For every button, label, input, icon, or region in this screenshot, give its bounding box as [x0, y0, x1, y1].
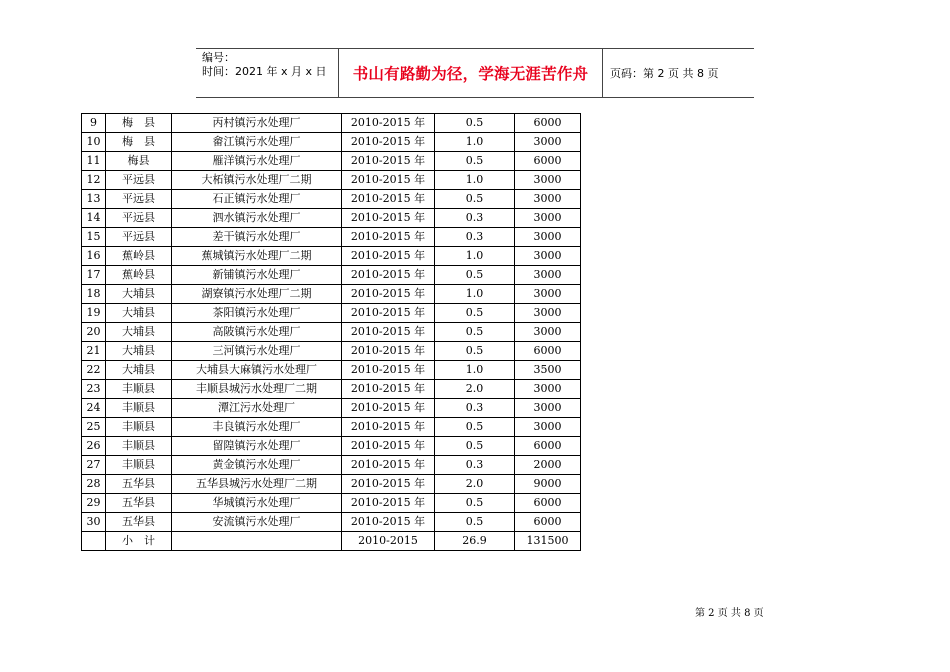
county-cell: 平远县: [106, 228, 172, 247]
period-cell: 2010-2015 年: [342, 190, 435, 209]
row-number: 30: [82, 513, 106, 532]
capacity-cell: 0.5: [435, 266, 515, 285]
row-number: 29: [82, 494, 106, 513]
row-number: 10: [82, 133, 106, 152]
row-number: 14: [82, 209, 106, 228]
project-name-cell: 安流镇污水处理厂: [172, 513, 342, 532]
county-cell: 大埔县: [106, 285, 172, 304]
project-name-cell: 湖寮镇污水处理厂二期: [172, 285, 342, 304]
investment-cell: 6000: [515, 513, 581, 532]
project-name-cell: 石正镇污水处理厂: [172, 190, 342, 209]
project-name-cell: 华城镇污水处理厂: [172, 494, 342, 513]
project-name-cell: 黄金镇污水处理厂: [172, 456, 342, 475]
county-cell: 丰顺县: [106, 418, 172, 437]
period-cell: 2010-2015 年: [342, 380, 435, 399]
project-name-cell: 丰良镇污水处理厂: [172, 418, 342, 437]
table-row: [82, 190, 581, 209]
county-cell: 丰顺县: [106, 437, 172, 456]
row-number: 18: [82, 285, 106, 304]
county-cell: 五华县: [106, 494, 172, 513]
investment-cell: 3500: [515, 361, 581, 380]
table-row: [82, 494, 581, 513]
investment-cell: 6000: [515, 494, 581, 513]
period-cell: 2010-2015 年: [342, 494, 435, 513]
project-name-cell: 三河镇污水处理厂: [172, 342, 342, 361]
table-row: [82, 247, 581, 266]
row-number: 19: [82, 304, 106, 323]
project-name-cell: 泗水镇污水处理厂: [172, 209, 342, 228]
code-label: 编号：: [202, 51, 235, 64]
investment-cell: 9000: [515, 475, 581, 494]
total-empty-cell: [172, 532, 342, 551]
capacity-cell: 0.3: [435, 399, 515, 418]
table-row: [82, 418, 581, 437]
capacity-cell: 0.5: [435, 418, 515, 437]
investment-cell: 3000: [515, 247, 581, 266]
county-cell: 平远县: [106, 190, 172, 209]
capacity-cell: 0.3: [435, 228, 515, 247]
period-cell: 2010-2015 年: [342, 513, 435, 532]
row-number: 16: [82, 247, 106, 266]
total-empty-cell: [82, 532, 106, 551]
project-name-cell: 丰顺县城污水处理厂二期: [172, 380, 342, 399]
capacity-cell: 0.5: [435, 494, 515, 513]
county-cell: 梅 县: [106, 133, 172, 152]
investment-cell: 3000: [515, 418, 581, 437]
period-cell: 2010-2015 年: [342, 228, 435, 247]
total-row: [82, 532, 581, 551]
county-cell: 大埔县: [106, 323, 172, 342]
table-row: [82, 304, 581, 323]
investment-cell: 6000: [515, 342, 581, 361]
header-motto: 书山有路勤为径，学海无涯苦作舟: [352, 65, 589, 83]
project-name-cell: 潭江污水处理厂: [172, 399, 342, 418]
period-cell: 2010-2015 年: [342, 475, 435, 494]
period-cell: 2010-2015 年: [342, 114, 435, 133]
capacity-cell: 0.5: [435, 114, 515, 133]
county-cell: 平远县: [106, 171, 172, 190]
investment-cell: 3000: [515, 171, 581, 190]
table-row: [82, 266, 581, 285]
project-name-cell: 高陂镇污水处理厂: [172, 323, 342, 342]
capacity-cell: 0.5: [435, 342, 515, 361]
county-cell: 蕉岭县: [106, 247, 172, 266]
capacity-cell: 0.5: [435, 152, 515, 171]
project-name-cell: 差干镇污水处理厂: [172, 228, 342, 247]
row-number: 28: [82, 475, 106, 494]
capacity-cell: 1.0: [435, 133, 515, 152]
period-cell: 2010-2015 年: [342, 209, 435, 228]
period-cell: 2010-2015 年: [342, 133, 435, 152]
total-label-cell: 小 计: [106, 532, 172, 551]
row-number: 26: [82, 437, 106, 456]
county-cell: 平远县: [106, 209, 172, 228]
investment-cell: 3000: [515, 304, 581, 323]
project-name-cell: 丙村镇污水处理厂: [172, 114, 342, 133]
capacity-cell: 0.5: [435, 190, 515, 209]
project-name-cell: 雁洋镇污水处理厂: [172, 152, 342, 171]
header-meta: [202, 51, 327, 79]
period-cell: 2010-2015 年: [342, 304, 435, 323]
table-row: [82, 456, 581, 475]
period-cell: 2010-2015 年: [342, 342, 435, 361]
capacity-cell: 0.3: [435, 456, 515, 475]
project-name-cell: 留隍镇污水处理厂: [172, 437, 342, 456]
period-cell: 2010-2015 年: [342, 171, 435, 190]
period-cell: 2010-2015 年: [342, 152, 435, 171]
capacity-cell: 0.3: [435, 209, 515, 228]
total-investment-cell: 131500: [515, 532, 581, 551]
table-row: [82, 361, 581, 380]
table-row: [82, 475, 581, 494]
date-label: 时间：2021 年 x 月 x 日: [202, 65, 327, 78]
project-name-cell: 茶阳镇污水处理厂: [172, 304, 342, 323]
capacity-cell: 0.5: [435, 513, 515, 532]
capacity-cell: 1.0: [435, 247, 515, 266]
row-number: 11: [82, 152, 106, 171]
capacity-cell: 0.5: [435, 437, 515, 456]
capacity-cell: 1.0: [435, 285, 515, 304]
project-name-cell: 大柘镇污水处理厂二期: [172, 171, 342, 190]
table-row: [82, 171, 581, 190]
table-row: [82, 209, 581, 228]
row-number: 9: [82, 114, 106, 133]
capacity-cell: 1.0: [435, 171, 515, 190]
capacity-cell: 0.5: [435, 323, 515, 342]
investment-cell: 6000: [515, 152, 581, 171]
table-row: [82, 285, 581, 304]
row-number: 25: [82, 418, 106, 437]
period-cell: 2010-2015 年: [342, 323, 435, 342]
table-row: [82, 437, 581, 456]
total-period-cell: 2010-2015: [342, 532, 435, 551]
project-name-cell: 新铺镇污水处理厂: [172, 266, 342, 285]
row-number: 15: [82, 228, 106, 247]
period-cell: 2010-2015 年: [342, 247, 435, 266]
capacity-cell: 2.0: [435, 475, 515, 494]
project-name-cell: 蕉城镇污水处理厂二期: [172, 247, 342, 266]
county-cell: 大埔县: [106, 342, 172, 361]
investment-cell: 3000: [515, 323, 581, 342]
investment-cell: 3000: [515, 399, 581, 418]
header-divider: [602, 49, 603, 97]
county-cell: 丰顺县: [106, 456, 172, 475]
header-page-number: 页码：第 2 页 共 8 页: [610, 67, 719, 80]
row-number: 12: [82, 171, 106, 190]
row-number: 20: [82, 323, 106, 342]
investment-cell: 3000: [515, 133, 581, 152]
county-cell: 梅县: [106, 152, 172, 171]
period-cell: 2010-2015 年: [342, 456, 435, 475]
period-cell: 2010-2015 年: [342, 418, 435, 437]
row-number: 17: [82, 266, 106, 285]
period-cell: 2010-2015 年: [342, 266, 435, 285]
capacity-cell: 2.0: [435, 380, 515, 399]
capacity-cell: 0.5: [435, 304, 515, 323]
investment-cell: 3000: [515, 266, 581, 285]
county-cell: 梅 县: [106, 114, 172, 133]
county-cell: 大埔县: [106, 361, 172, 380]
table-row: [82, 323, 581, 342]
investment-cell: 6000: [515, 114, 581, 133]
county-cell: 蕉岭县: [106, 266, 172, 285]
row-number: 24: [82, 399, 106, 418]
county-cell: 丰顺县: [106, 399, 172, 418]
county-cell: 五华县: [106, 475, 172, 494]
project-name-cell: 畲江镇污水处理厂: [172, 133, 342, 152]
row-number: 27: [82, 456, 106, 475]
investment-cell: 3000: [515, 228, 581, 247]
row-number: 22: [82, 361, 106, 380]
table-row: [82, 152, 581, 171]
table-row: [82, 342, 581, 361]
page-footer: 第 2 页 共 8 页: [695, 608, 764, 619]
project-name-cell: 五华县城污水处理厂二期: [172, 475, 342, 494]
period-cell: 2010-2015 年: [342, 399, 435, 418]
investment-cell: 3000: [515, 209, 581, 228]
table-row: [82, 114, 581, 133]
county-cell: 丰顺县: [106, 380, 172, 399]
table-row: [82, 513, 581, 532]
table-row: [82, 228, 581, 247]
page-header: [196, 48, 754, 98]
row-number: 23: [82, 380, 106, 399]
project-name-cell: 大埔县大麻镇污水处理厂: [172, 361, 342, 380]
county-cell: 大埔县: [106, 304, 172, 323]
investment-cell: 3000: [515, 285, 581, 304]
table-row: [82, 399, 581, 418]
county-cell: 五华县: [106, 513, 172, 532]
table-row: [82, 380, 581, 399]
investment-cell: 6000: [515, 437, 581, 456]
project-table: [81, 113, 581, 551]
period-cell: 2010-2015 年: [342, 361, 435, 380]
row-number: 13: [82, 190, 106, 209]
investment-cell: 3000: [515, 380, 581, 399]
row-number: 21: [82, 342, 106, 361]
table-row: [82, 133, 581, 152]
project-table-body: [82, 114, 581, 551]
investment-cell: 2000: [515, 456, 581, 475]
period-cell: 2010-2015 年: [342, 437, 435, 456]
period-cell: 2010-2015 年: [342, 285, 435, 304]
capacity-cell: 1.0: [435, 361, 515, 380]
investment-cell: 3000: [515, 190, 581, 209]
total-capacity-cell: 26.9: [435, 532, 515, 551]
